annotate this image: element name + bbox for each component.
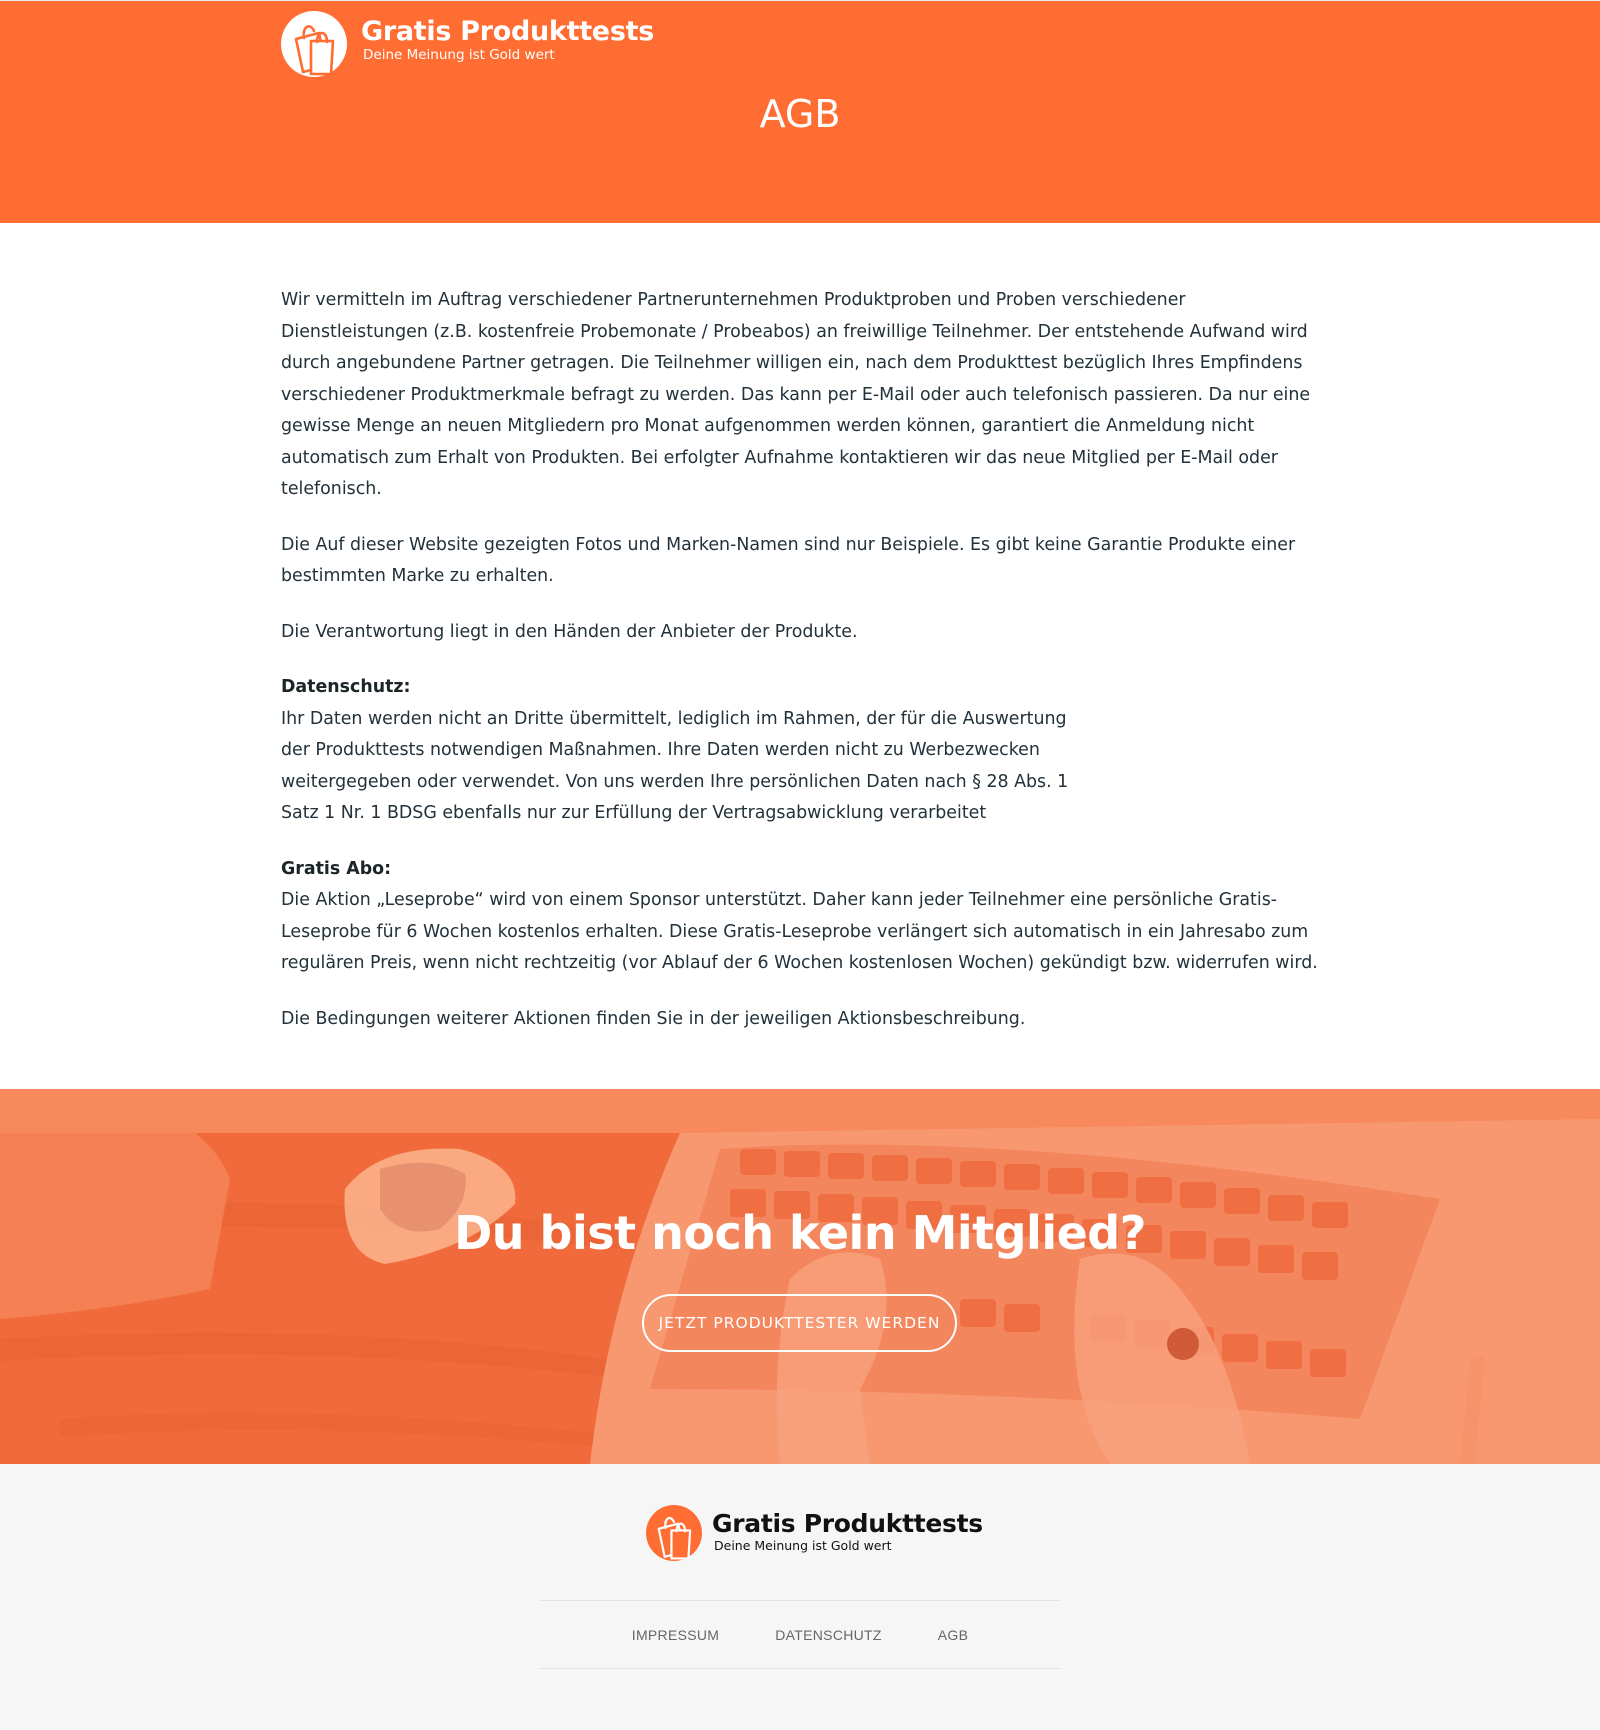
become-tester-button[interactable]: JETZT PRODUKTTESTER WERDEN (642, 1294, 957, 1352)
footer-link-impressum[interactable]: IMPRESSUM (631, 1626, 720, 1643)
shopping-bag-logo-icon (646, 1505, 702, 1561)
subscription-text: Die Aktion „Leseprobe“ wird von einem Sponsor unterstützt. Daher kann jeder Teilnehmer eine persönliche Gratis-Leseprobe für 6 Wochen kostenlos erhalten. Diese Gratis-Leseprobe verlängert sich automatisch in ein Jahresabo zum regulären Preis, wenn nicht rechtzeitig (vor Ablauf der 6 Wochen kostenlosen Wochen) gekündigt bzw. widerrufen wird. (281, 890, 1318, 973)
footer-link-agb[interactable]: AGB (937, 1626, 969, 1643)
privacy-text: Ihr Daten werden nicht an Dritte übermittelt, lediglich im Rahmen, der für die Auswertung der Produkttests notwendigen Maßnahmen. Ihre Daten werden nicht zu Werbezwecken weitergegeben oder verwendet. Von uns werden Ihre persönlichen Daten nach § 28 Abs. 1 Satz 1 Nr. 1 BDSG ebenfalls nur zur Erfüllung der Vertragsabwicklung verarbeitet (281, 708, 1069, 823)
subscription-section (281, 854, 1321, 980)
privacy-heading: Datenschutz: (281, 677, 411, 697)
page-title: AGB (759, 92, 841, 136)
terms-paragraph-intro: Wir vermitteln im Auftrag verschiedener Partnerunternehmen Produktproben und Proben verschiedener Dienstleistungen (z.B. kostenfreie Probemonate / Probeabos) an freiwillige Teilnehmer. Der entstehende Aufwand wird durch angebundene Partner getragen. Die Teilnehmer willigen ein, nach dem Produkttest bezüglich Ihres Empfindens verschiedener Produktmerkmale befragt zu werden. Das kann per E-Mail oder auch telefonisch passieren. Da nur eine gewisse Menge an neuen Mitgliedern pro Monat aufgenommen werden können, garantiert die Anmeldung nicht automatisch zum Erhalt von Produkten. Bei erfolgter Aufnahme kontaktieren wir das neue Mitglied per E-Mail oder telefonisch. (281, 290, 1311, 499)
footer-logo-title: Gratis Produkttests (712, 1509, 983, 1538)
subscription-heading: Gratis Abo: (281, 858, 392, 879)
footer-link-datenschutz[interactable]: DATENSCHUTZ (775, 1626, 882, 1643)
terms-paragraph-other-actions: Die Bedingungen weiterer Aktionen finden Sie in der jeweiligen Aktionsbeschreibung. (281, 1008, 1026, 1029)
site-logo[interactable] (281, 11, 654, 77)
page-header (0, 0, 1600, 223)
shopping-bag-logo-icon (281, 11, 347, 77)
terms-content (281, 285, 1321, 1059)
logo-title: Gratis Produkttests (361, 16, 654, 47)
signup-cta-banner (0, 1089, 1600, 1464)
footer-nav (540, 1600, 1060, 1669)
terms-paragraph-responsibility: Die Verantwortung liegt in den Händen der Anbieter der Produkte. (281, 621, 858, 642)
terms-paragraph-photos: Die Auf dieser Website gezeigten Fotos und Marken-Namen sind nur Beispiele. Es gibt keine Garantie Produkte einer bestimmten Marke zu erhalten. (281, 534, 1296, 586)
footer-logo-tagline: Deine Meinung ist Gold wert (714, 1538, 892, 1553)
footer-logo[interactable] (646, 1505, 983, 1561)
cta-heading: Du bist noch kein Mitglied? (454, 1206, 1146, 1260)
page-footer (0, 1464, 1600, 1730)
laptop-keyboard-hands-photo (0, 1089, 1600, 1464)
logo-tagline: Deine Meinung ist Gold wert (363, 47, 555, 63)
privacy-section (281, 672, 1081, 830)
